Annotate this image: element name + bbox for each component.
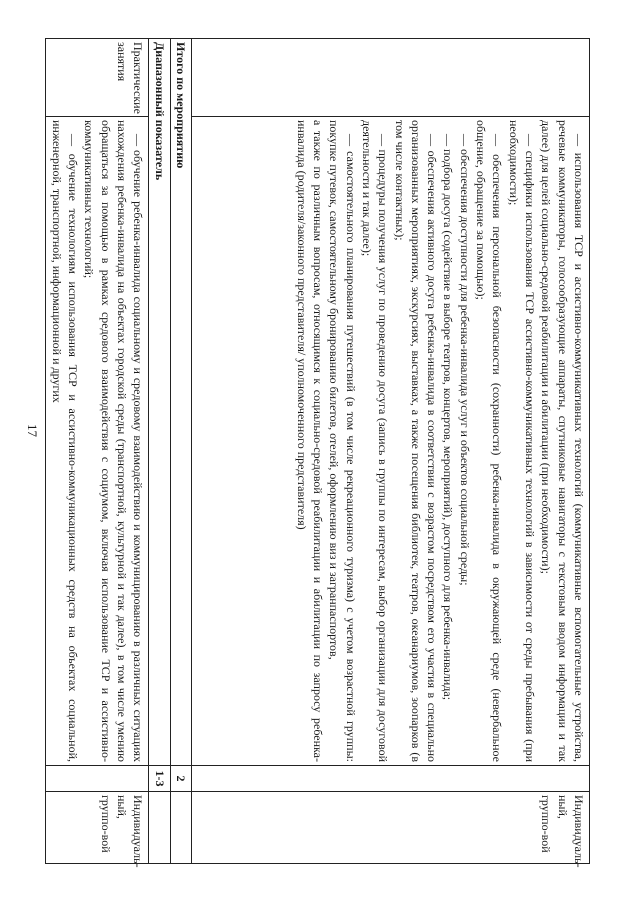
list-item: — специфики использования ТСР ассистивно-коммуникативных технологий в зависимости от среды пребывания (при необходимости); (506, 120, 538, 762)
range-label: Диапазонный показатель (149, 39, 170, 766)
list-item: — обеспечения активного досуга ребенка-инвалида в соответствии с возрастом посредством его участия в специально организованных мероприятиях, экскурсиях, выставках, а также посещения библиотек, театров, океанариумов, зоопарков (в том числе контактных); (392, 120, 440, 762)
list-item: — подбора досуга (содействие в выборе театров, концертов, мероприятий), доступного для ребенка-инвалида; (441, 134, 456, 701)
range-value: 1-3 (149, 766, 170, 792)
quantity-cell (192, 766, 590, 792)
list-item: — обучение ребенка-инвалида социальному и средовому взаимодействию и коммуницированию в различных ситуациях нахождения ребенка-инвалида на объектах городской среды (транспортной, культурной и так далее), в том числе умению обращаться за помощью в рамках средового взаимодействия с социумом, включая использование ТСР и ассистивно-коммуникативных технологий; (82, 120, 146, 762)
table-row (46, 39, 149, 864)
content-cell (46, 117, 149, 766)
empty-cell (170, 792, 191, 864)
list-item: а также по различным вопросам, относящимся к социально-средовой реабилитации и абилитации по запросу ребенка-инвалида (родителя/законного представителя/ уполномоченного представителя) (294, 120, 325, 762)
table-row (192, 39, 590, 864)
form-cell: Индивидуаль-ный, группо-вой (192, 792, 590, 864)
list-item: — процедуры получения услуг по проведению досуга (запись в группы по интересам, выбор организации для досуговой деятельности и так далее); (359, 120, 391, 762)
type-cell (192, 39, 590, 117)
activities-table (46, 38, 591, 868)
quantity-cell (46, 766, 149, 792)
total-row (170, 39, 191, 864)
list-item: — обеспечения доступности для ребенка-инвалида услуг и объектов социальной среды; (457, 134, 472, 586)
range-row (149, 39, 170, 864)
page-number: 17 (25, 424, 40, 437)
empty-cell (149, 792, 170, 864)
form-cell: Индивидуаль-ный, группо-вой (46, 792, 149, 864)
list-item: — обеспечения персональной безопасности (сохранности) ребенка-инвалида в окружающей среде (невербальное общение, обращение за помощью); (474, 120, 505, 762)
total-label: Итого по мероприятию (170, 39, 191, 766)
rotated-table-wrapper (49, 38, 590, 868)
content-cell (192, 117, 590, 766)
type-cell: Практические занятия (46, 39, 149, 117)
total-value: 2 (170, 766, 191, 792)
list-item: — самостоятельного планирования путешествий (в том числе рекреационного туризма) с учетом возрастной группы: покупке путевок, самостоятельному бронированию билетов, отелей, оформлению виз и загранпаспортов, (327, 120, 358, 762)
list-item: — использования ТСР и ассистивно-коммуникативных технологий (коммуникативные вспомогательные устройства, речевые коммуникаторы, голосообразующие аппараты, спутниковые навигаторы с текстовым вводом информации и так далее) для целей социально-средовой реабилитации и абилитации (при необходимости); (539, 120, 586, 762)
list-item: — обучение технологиям использования ТСР и ассистивно-коммуникационных средств на объектах социальной, инженерной, транспортной, информационной и других (49, 120, 81, 762)
